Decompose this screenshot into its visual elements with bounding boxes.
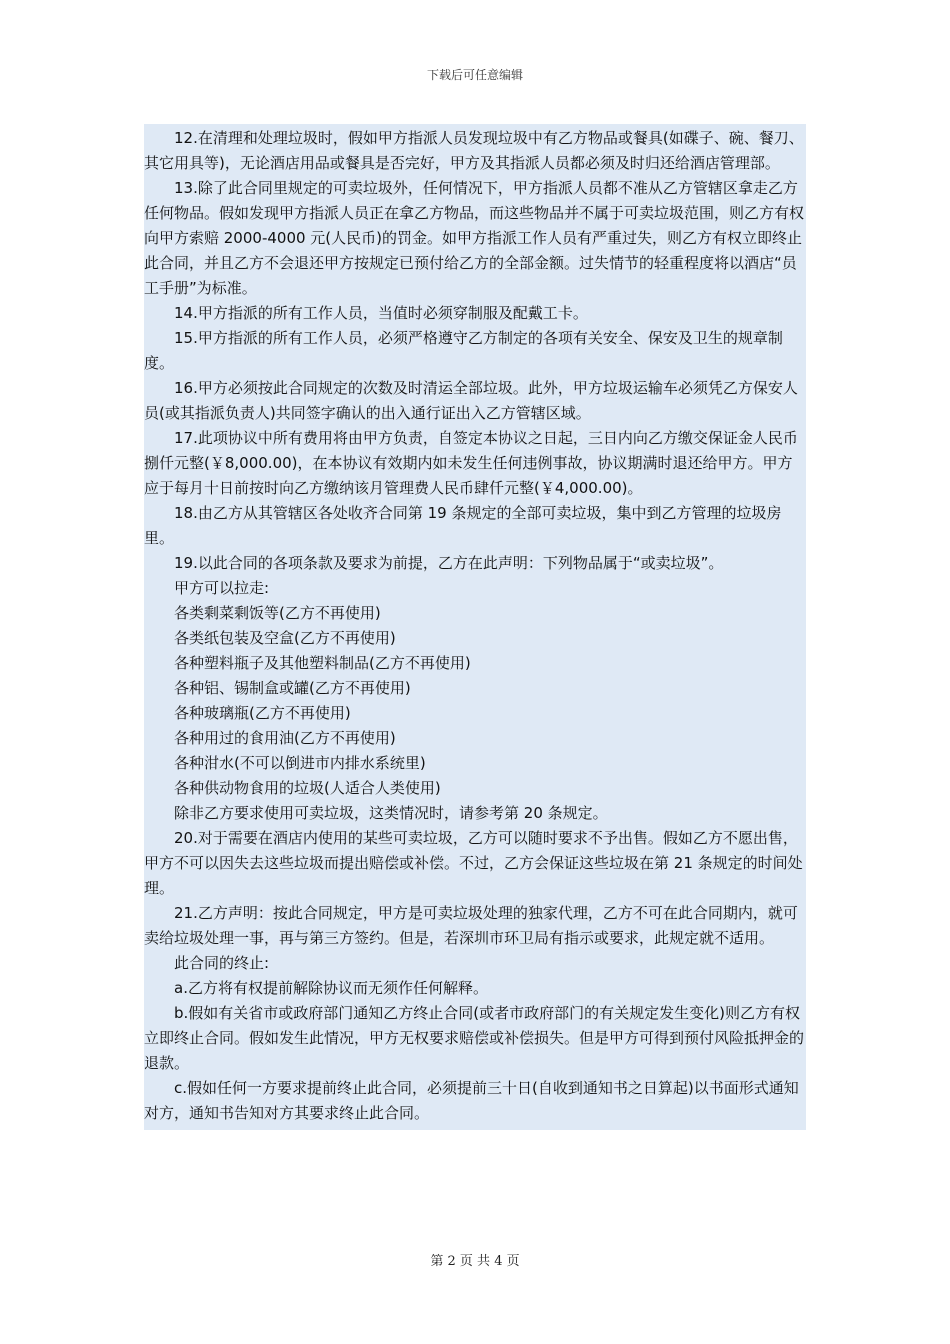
clause-13: 13.除了此合同里规定的可卖垃圾外，任何情况下，甲方指派人员都不准从乙方管辖区拿走乙方任何物品。假如发现甲方指派人员正在拿乙方物品，而这些物品并不属于可卖垃圾范围，则乙方有权向甲方索赔 2000-4000 元(人民币)的罚金。如甲方指派工作人员有严重过失，则乙方有权立即终止此合同，并且乙方不会退还甲方按规定已预付给乙方的全部金额。过失情节的轻重程度将以酒店“员工手册”为标准。 bbox=[144, 179, 805, 297]
clause-12: 12.在清理和处理垃圾时，假如甲方指派人员发现垃圾中有乙方物品或餐具(如碟子、碗、餐刀、其它用具等)，无论酒店用品或餐具是否完好，甲方及其指派人员都必须及时归还给酒店管理部。 bbox=[144, 129, 804, 172]
clause-18: 18.由乙方从其管辖区各处收齐合同第 19 条规定的全部可卖垃圾，集中到乙方管理的垃圾房里。 bbox=[144, 504, 782, 547]
clause-16: 16.甲方必须按此合同规定的次数及时清运全部垃圾。此外，甲方垃圾运输车必须凭乙方保安人员(或其指派负责人)共同签字确认的出入通行证出入乙方管辖区域。 bbox=[144, 379, 798, 422]
list-item: 甲方可以拉走: bbox=[174, 579, 270, 597]
clause-21: 21.乙方声明：按此合同规定，甲方是可卖垃圾处理的独家代理，乙方不可在此合同期内，就可卖给垃圾处理一事，再与第三方签约。但是，若深圳市环卫局有指示或要求，此规定就不适用。 bbox=[144, 904, 798, 947]
clause-17: 17.此项协议中所有费用将由甲方负责，自签定本协议之日起，三日内向乙方缴交保证金人民币捌仟元整(￥8,000.00)，在本协议有效期内如未发生任何违例事故，协议期满时退还给甲方。甲方应于每月十日前按时向乙方缴纳该月管理费人民币肆仟元整(￥4,000.00)。 bbox=[144, 429, 798, 497]
list-item: 各种用过的食用油(乙方不再使用) bbox=[174, 729, 396, 747]
list-item: 除非乙方要求使用可卖垃圾，这类情况时，请参考第 20 条规定。 bbox=[174, 804, 608, 822]
clause-20: 20.对于需要在酒店内使用的某些可卖垃圾，乙方可以随时要求不予出售。假如乙方不愿出售，甲方不可以因失去这些垃圾而提出赔偿或补偿。不过，乙方会保证这些垃圾在第 21 条规定的时间处理。 bbox=[144, 829, 803, 897]
clause-14: 14.甲方指派的所有工作人员，当值时必须穿制服及配戴工卡。 bbox=[174, 304, 588, 322]
page-header: 下载后可任意编辑 bbox=[426, 68, 523, 82]
page-number: 第 2 页 共 4 页 bbox=[430, 1254, 520, 1269]
list-item: 各种泔水(不可以倒进市内排水系统里) bbox=[174, 754, 426, 772]
document-body bbox=[144, 124, 806, 1130]
list-item: 各种铝、锡制盒或罐(乙方不再使用) bbox=[174, 679, 411, 697]
list-item: 各种玻璃瓶(乙方不再使用) bbox=[174, 704, 351, 722]
termination-a: a.乙方将有权提前解除协议而无须作任何解释。 bbox=[174, 979, 488, 997]
list-item: 各类纸包装及空盒(乙方不再使用) bbox=[174, 629, 396, 647]
clause-19: 19.以此合同的各项条款及要求为前提，乙方在此声明：下列物品属于“或卖垃圾”。 bbox=[174, 554, 724, 572]
list-item: 各种塑料瓶子及其他塑料制品(乙方不再使用) bbox=[174, 654, 471, 672]
termination-heading: 此合同的终止: bbox=[174, 954, 270, 972]
list-item: 各类剩菜剩饭等(乙方不再使用) bbox=[174, 604, 381, 622]
list-item: 各种供动物食用的垃圾(人适合人类使用) bbox=[174, 779, 441, 797]
termination-b: b.假如有关省市或政府部门通知乙方终止合同(或者市政府部门的有关规定发生变化)则乙方有权立即终止合同。假如发生此情况，甲方无权要求赔偿或补偿损失。但是甲方可得到预付风险抵押金的退款。 bbox=[144, 1004, 805, 1072]
termination-c: c.假如任何一方要求提前终止此合同，必须提前三十日(自收到通知书之日算起)以书面形式通知对方，通知书告知对方其要求终止此合同。 bbox=[144, 1079, 799, 1122]
clause-15: 15.甲方指派的所有工作人员，必须严格遵守乙方制定的各项有关安全、保安及卫生的规章制度。 bbox=[144, 329, 783, 372]
